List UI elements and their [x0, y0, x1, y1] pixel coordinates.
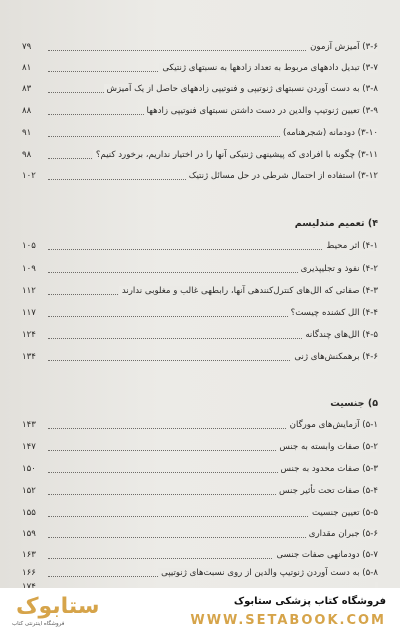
toc-entry-page: ۹۱: [22, 128, 32, 138]
toc-entry: [22, 440, 378, 454]
toc-entry-page: ۱۴۷: [22, 442, 36, 452]
toc-entry: [22, 306, 378, 320]
toc-entry-title: ۵-۳) صفات محدود به جنس: [278, 464, 378, 474]
logo-tagline: فروشگاه اینترنتی کتاب: [12, 621, 65, 627]
toc-entry: [22, 418, 378, 432]
toc-entry-title: ۳-۸) به دست آوردن نسبتهای ژنوتیپی و فنوتیپی زادههای حاصل از یک آمیزش: [104, 84, 378, 94]
toc-entry: [22, 328, 378, 342]
toc-entry: [22, 580, 378, 588]
toc-entry: [22, 82, 378, 96]
toc-entry-page: ۱۵۰: [22, 464, 36, 474]
toc-entry-title: ۳-۷) تبدیل دادههای مربوط به تعداد زادهها به نسبتهای ژنتیکی: [159, 63, 378, 73]
toc-entry: [22, 239, 378, 253]
toc-entry-page: ۱۲۴: [22, 330, 36, 340]
shop-name: فروشگاه کتاب پزشکی ستابوک: [233, 596, 386, 607]
toc-entry-page: ۷۹: [22, 42, 32, 52]
toc-entry-page: ۱۵۵: [22, 508, 36, 518]
toc-entry-page: ۱۰۲: [22, 171, 36, 181]
toc-entry-page: ۸۱: [22, 63, 32, 73]
toc-entry-page: ۱۱۷: [22, 308, 36, 318]
toc-entry-title: ۵-۱) آزمایش‌های مورگان: [287, 420, 378, 430]
section-heading: ۵) جنسیت: [330, 398, 378, 409]
toc-entry: [22, 40, 378, 54]
toc-entry: [22, 284, 378, 298]
toc-entry: [22, 484, 378, 498]
toc-entry-title: ۴-۳) صفاتی که الل‌های کنترل‌کنندهی آنها، رابطهی غالب و مغلوبی ندارند: [119, 286, 378, 296]
shop-url-link[interactable]: WWW.SETABOOK.COM: [190, 613, 386, 628]
toc-entry-title: ۵-۶) جبران مقداری: [306, 529, 378, 539]
toc-entry: [22, 61, 378, 75]
toc-entry-page: ۱۰۹: [22, 264, 36, 274]
toc-entry-title: ۵-۷) دودمانهی صفات جنسی: [273, 550, 378, 560]
toc-entry-title: ۴-۴) الل کشنده چیست؟: [288, 308, 378, 318]
toc-entry-page: ۱۶۳: [22, 550, 36, 560]
toc-entry-title: ۴-۶) برهمکنش‌های ژنی: [291, 352, 378, 362]
toc-entry-title: ۳-۱۱) چگونه با افرادی که پیشینهی ژنتیکی آنها را در اختیار نداریم، برخورد کنیم؟: [93, 150, 378, 160]
toc-entry: [22, 548, 378, 562]
toc-entry-title: ۵-۵) تعیین جنسیت: [309, 508, 378, 518]
toc-entry-page: ۱۶۶: [22, 568, 36, 578]
toc-entry-title: ۳-۱۲) استفاده از احتمال شرطی در حل مسائل ژنتیک: [186, 171, 378, 181]
toc-entry-title: ۳-۱۰) دودمانه (شجرهنامه): [280, 128, 378, 138]
toc-entry: [22, 462, 378, 476]
toc-entry-title: [375, 582, 378, 588]
toc-entry-page: ۱۴۳: [22, 420, 36, 430]
toc-entry: [22, 262, 378, 276]
setabook-logo[interactable]: [8, 594, 100, 630]
toc-entry-title: ۵-۸) به دست آوردن ژنوتیپ والدین از روی نسبت‌های ژنوتیپی: [158, 568, 378, 578]
logo-wordmark: ستابوک: [16, 594, 100, 619]
toc-entry-title: ۵-۲) صفات وابسته به جنس: [276, 442, 378, 452]
toc-entry-page: ۱۷۴: [22, 582, 36, 588]
toc-entry-page: ۱۱۲: [22, 286, 36, 296]
toc-entry-title: ۵-۴) صفات تحت تأثیر جنس: [276, 486, 378, 496]
toc-entry-page: ۱۰۵: [22, 241, 36, 251]
toc-entry: [22, 104, 378, 118]
toc-entry-page: ۱۵۲: [22, 486, 36, 496]
toc-entry: [22, 350, 378, 364]
toc-entry: [22, 506, 378, 520]
toc-entry-page: ۹۸: [22, 150, 32, 160]
toc-entry-title: ۳-۶) آمیزش آزمون: [307, 42, 378, 52]
toc-entry-page: ۸۳: [22, 84, 32, 94]
toc-entry-title: ۴-۲) نفوذ و تجلیپذیری: [298, 264, 378, 274]
toc-entry: [22, 566, 378, 580]
toc-entry: [22, 148, 378, 162]
toc-entry-page: ۸۸: [22, 106, 32, 116]
toc-entry-title: ۴-۱) اثر محیط: [323, 241, 378, 251]
section-heading: ۴) تعمیم مندلیسم: [294, 218, 378, 229]
toc-entry: [22, 126, 378, 140]
toc-entry-page: ۱۵۹: [22, 529, 36, 539]
toc-entry-title: ۴-۵) الل‌های چندگانه: [302, 330, 378, 340]
toc-entry: [22, 169, 378, 183]
toc-entry-title: ۳-۹) تعیین ژنوتیپ والدین در دست داشتن نسبتهای فنوتیپی زادهها: [144, 106, 378, 116]
toc-entry-page: ۱۳۴: [22, 352, 36, 362]
toc-entry: [22, 527, 378, 541]
